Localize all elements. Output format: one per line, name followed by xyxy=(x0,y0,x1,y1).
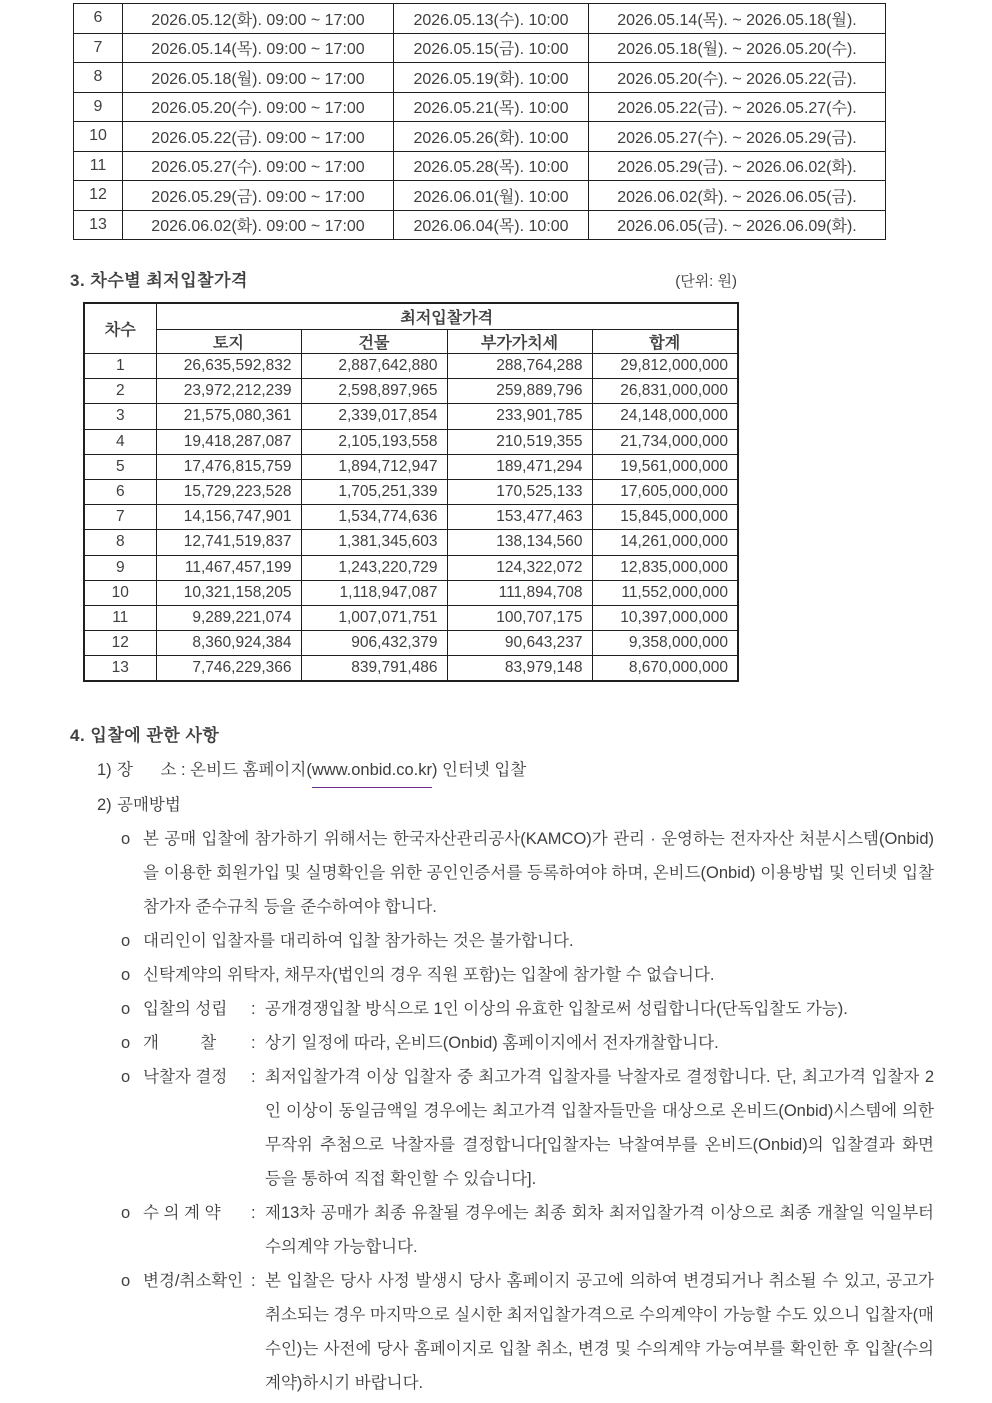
schedule-cell-contract_period: 2026.06.02(화). ~ 2026.06.05(금). xyxy=(589,181,886,211)
price-row xyxy=(84,379,738,404)
bullet-marker: o xyxy=(121,1204,131,1222)
bid-term-item xyxy=(121,1026,934,1060)
price-cell-no: 10 xyxy=(84,580,156,605)
price-cell-land: 14,156,747,901 xyxy=(156,505,301,530)
schedule-row xyxy=(74,210,886,240)
onbid-url-link[interactable]: www.onbid.co.kr xyxy=(312,753,432,788)
schedule-cell-bid_period: 2026.05.29(금). 09:00 ~ 17:00 xyxy=(123,181,394,211)
schedule-cell-open_date: 2026.05.21(목). 10:00 xyxy=(394,92,589,122)
price-cell-land: 19,418,287,087 xyxy=(156,429,301,454)
schedule-cell-no: 7 xyxy=(74,33,123,63)
price-cell-vat: 189,471,294 xyxy=(447,454,592,479)
price-cell-total: 24,148,000,000 xyxy=(592,404,738,429)
schedule-cell-open_date: 2026.05.26(화). 10:00 xyxy=(394,122,589,152)
schedule-cell-open_date: 2026.05.19(화). 10:00 xyxy=(394,63,589,93)
bullet-text: 신탁계약의 위탁자, 채무자(법인의 경우 직원 포함)는 입찰에 참가할 수 없습니다. xyxy=(143,966,715,984)
bid-section-title: 4. 입찰에 관한 사항 xyxy=(70,726,220,745)
schedule-cell-bid_period: 2026.05.27(수). 09:00 ~ 17:00 xyxy=(123,151,394,181)
schedule-row xyxy=(74,4,886,34)
price-table xyxy=(83,302,739,682)
bullet-marker: o xyxy=(121,932,131,950)
price-cell-vat: 259,889,796 xyxy=(447,379,592,404)
bullet-label: 변경/취소확인 xyxy=(143,1272,244,1290)
price-row xyxy=(84,580,738,605)
price-cell-no: 11 xyxy=(84,605,156,630)
bid-term-item xyxy=(121,1264,934,1400)
schedule-cell-contract_period: 2026.05.18(월). ~ 2026.05.20(수). xyxy=(589,33,886,63)
col-header-building: 건물 xyxy=(301,330,447,354)
colon-separator: : xyxy=(251,1204,256,1222)
schedule-cell-bid_period: 2026.06.02(화). 09:00 ~ 17:00 xyxy=(123,210,394,240)
price-cell-no: 5 xyxy=(84,454,156,479)
price-row xyxy=(84,555,738,580)
bullet-marker: o xyxy=(121,1272,131,1290)
price-cell-building: 906,432,379 xyxy=(301,631,447,656)
bullet-text: 제13차 공매가 최종 유찰될 경우에는 최종 회차 최저입찰가격 이상으로 최종 개찰일 익일부터 수의계약 가능합니다. xyxy=(265,1204,934,1256)
price-cell-total: 26,831,000,000 xyxy=(592,379,738,404)
price-cell-total: 14,261,000,000 xyxy=(592,530,738,555)
schedule-cell-bid_period: 2026.05.20(수). 09:00 ~ 17:00 xyxy=(123,92,394,122)
price-cell-total: 21,734,000,000 xyxy=(592,429,738,454)
price-cell-building: 2,887,642,880 xyxy=(301,354,447,379)
bullet-label: 수 의 계 약 xyxy=(143,1204,221,1222)
unit-note: (단위: 원) xyxy=(675,273,737,290)
schedule-cell-contract_period: 2026.06.05(금). ~ 2026.06.09(화). xyxy=(589,210,886,240)
item-number: 1) xyxy=(97,761,112,779)
schedule-row xyxy=(74,33,886,63)
colon-separator: : xyxy=(176,761,191,779)
price-cell-building: 1,243,220,729 xyxy=(301,555,447,580)
price-cell-vat: 90,643,237 xyxy=(447,631,592,656)
bullet-label: 낙찰자 결정 xyxy=(143,1068,228,1086)
price-cell-total: 15,845,000,000 xyxy=(592,505,738,530)
schedule-row xyxy=(74,92,886,122)
schedule-cell-bid_period: 2026.05.14(목). 09:00 ~ 17:00 xyxy=(123,33,394,63)
schedule-cell-no: 13 xyxy=(74,210,123,240)
place-label: 장 소 xyxy=(117,761,177,779)
method-label: 공매방법 xyxy=(117,796,181,814)
bid-term-item xyxy=(121,1060,934,1196)
price-cell-building: 1,118,947,087 xyxy=(301,580,447,605)
price-cell-land: 26,635,592,832 xyxy=(156,354,301,379)
price-cell-total: 10,397,000,000 xyxy=(592,605,738,630)
price-cell-no: 1 xyxy=(84,354,156,379)
price-cell-land: 10,321,158,205 xyxy=(156,580,301,605)
price-cell-building: 1,705,251,339 xyxy=(301,479,447,504)
bullet-text: 본 입찰은 당사 사정 발생시 당사 홈페이지 공고에 의하여 변경되거나 취소될 수 있고, 공고가 취소되는 경우 마지막으로 실시한 최저입찰가격으로 수의계약이 가능할 수도 있으니 입찰자(매수인)는 사전에 당사 홈페이지로 입찰 취소, 변경 및 수의계약 가능여부를 확인한 후 입찰(수의계약)하시기 바랍니다. xyxy=(265,1272,934,1392)
price-cell-vat: 288,764,288 xyxy=(447,354,592,379)
price-row xyxy=(84,656,738,682)
price-cell-total: 12,835,000,000 xyxy=(592,555,738,580)
price-cell-building: 2,105,193,558 xyxy=(301,429,447,454)
bullet-marker: o xyxy=(121,966,131,984)
price-cell-vat: 124,322,072 xyxy=(447,555,592,580)
price-row xyxy=(84,530,738,555)
price-cell-vat: 138,134,560 xyxy=(447,530,592,555)
bullet-marker: o xyxy=(121,830,131,848)
price-cell-building: 1,534,774,636 xyxy=(301,505,447,530)
price-cell-no: 4 xyxy=(84,429,156,454)
method-item xyxy=(97,788,992,822)
schedule-cell-no: 12 xyxy=(74,181,123,211)
schedule-cell-no: 9 xyxy=(74,92,123,122)
price-cell-total: 29,812,000,000 xyxy=(592,354,738,379)
bullet-text: 대리인이 입찰자를 대리하여 입찰 참가하는 것은 불가합니다. xyxy=(143,932,574,950)
schedule-cell-open_date: 2026.05.15(금). 10:00 xyxy=(394,33,589,63)
colon-separator: : xyxy=(251,1034,256,1052)
price-row xyxy=(84,479,738,504)
schedule-row xyxy=(74,181,886,211)
schedule-row xyxy=(74,151,886,181)
price-section-header xyxy=(70,266,737,291)
bullet-text: 공개경쟁입찰 방식으로 1인 이상의 유효한 입찰로써 성립합니다(단독입찰도 가능). xyxy=(265,1000,848,1018)
price-cell-vat: 100,707,175 xyxy=(447,605,592,630)
price-cell-building: 1,007,071,751 xyxy=(301,605,447,630)
schedule-cell-no: 6 xyxy=(74,4,123,34)
price-cell-no: 6 xyxy=(84,479,156,504)
schedule-row xyxy=(74,122,886,152)
bid-term-item xyxy=(121,992,934,1026)
price-cell-no: 13 xyxy=(84,656,156,682)
colon-separator: : xyxy=(251,1272,256,1290)
price-cell-land: 8,360,924,384 xyxy=(156,631,301,656)
price-cell-total: 8,670,000,000 xyxy=(592,656,738,682)
schedule-cell-open_date: 2026.05.28(목). 10:00 xyxy=(394,151,589,181)
col-header-vat: 부가가치세 xyxy=(447,330,592,354)
place-text-before-link: 온비드 홈페이지( xyxy=(190,761,312,779)
price-cell-land: 9,289,221,074 xyxy=(156,605,301,630)
price-cell-no: 7 xyxy=(84,505,156,530)
price-cell-total: 17,605,000,000 xyxy=(592,479,738,504)
price-section-title: 3. 차수별 최저입찰가격 xyxy=(70,271,248,290)
price-cell-building: 839,791,486 xyxy=(301,656,447,682)
schedule-cell-contract_period: 2026.05.20(수). ~ 2026.05.22(금). xyxy=(589,63,886,93)
price-cell-building: 1,894,712,947 xyxy=(301,454,447,479)
price-cell-building: 2,598,897,965 xyxy=(301,379,447,404)
schedule-cell-bid_period: 2026.05.12(화). 09:00 ~ 17:00 xyxy=(123,4,394,34)
schedule-cell-bid_period: 2026.05.18(월). 09:00 ~ 17:00 xyxy=(123,63,394,93)
price-cell-no: 12 xyxy=(84,631,156,656)
price-cell-land: 11,467,457,199 xyxy=(156,555,301,580)
schedule-cell-no: 8 xyxy=(74,63,123,93)
schedule-cell-open_date: 2026.05.13(수). 10:00 xyxy=(394,4,589,34)
price-cell-vat: 83,979,148 xyxy=(447,656,592,682)
price-row xyxy=(84,605,738,630)
place-text-after-link: ) 인터넷 입찰 xyxy=(431,761,527,779)
schedule-row xyxy=(74,63,886,93)
schedule-cell-contract_period: 2026.05.29(금). ~ 2026.06.02(화). xyxy=(589,151,886,181)
price-cell-land: 23,972,212,239 xyxy=(156,379,301,404)
price-cell-land: 7,746,229,366 xyxy=(156,656,301,682)
schedule-cell-contract_period: 2026.05.14(목). ~ 2026.05.18(월). xyxy=(589,4,886,34)
price-cell-vat: 153,477,463 xyxy=(447,505,592,530)
colon-separator: : xyxy=(251,1000,256,1018)
bullet-marker: o xyxy=(121,1000,131,1018)
price-cell-vat: 210,519,355 xyxy=(447,429,592,454)
price-cell-vat: 111,894,708 xyxy=(447,580,592,605)
price-cell-total: 9,358,000,000 xyxy=(592,631,738,656)
price-row xyxy=(84,354,738,379)
price-cell-no: 9 xyxy=(84,555,156,580)
price-cell-total: 11,552,000,000 xyxy=(592,580,738,605)
bid-term-item xyxy=(121,924,934,958)
price-cell-vat: 170,525,133 xyxy=(447,479,592,504)
price-cell-total: 19,561,000,000 xyxy=(592,454,738,479)
schedule-cell-open_date: 2026.06.04(목). 10:00 xyxy=(394,210,589,240)
schedule-cell-no: 11 xyxy=(74,151,123,181)
schedule-cell-contract_period: 2026.05.27(수). ~ 2026.05.29(금). xyxy=(589,122,886,152)
schedule-cell-bid_period: 2026.05.22(금). 09:00 ~ 17:00 xyxy=(123,122,394,152)
price-cell-land: 21,575,080,361 xyxy=(156,404,301,429)
schedule-cell-no: 10 xyxy=(74,122,123,152)
price-cell-vat: 233,901,785 xyxy=(447,404,592,429)
price-cell-no: 2 xyxy=(84,379,156,404)
price-row xyxy=(84,631,738,656)
price-cell-land: 17,476,815,759 xyxy=(156,454,301,479)
bullet-label: 입찰의 성립 xyxy=(143,1000,228,1018)
price-cell-building: 1,381,345,603 xyxy=(301,530,447,555)
price-cell-land: 12,741,519,837 xyxy=(156,530,301,555)
colon-separator: : xyxy=(251,1068,256,1086)
price-row xyxy=(84,429,738,454)
bid-terms-section xyxy=(0,719,992,1400)
bid-term-item xyxy=(121,822,934,924)
price-cell-land: 15,729,223,528 xyxy=(156,479,301,504)
price-cell-building: 2,339,017,854 xyxy=(301,404,447,429)
schedule-cell-open_date: 2026.06.01(월). 10:00 xyxy=(394,181,589,211)
price-cell-no: 8 xyxy=(84,530,156,555)
bullet-marker: o xyxy=(121,1034,131,1052)
item-number: 2) xyxy=(97,796,112,814)
price-row xyxy=(84,404,738,429)
bullet-text: 본 공매 입찰에 참가하기 위해서는 한국자산관리공사(KAMCO)가 관리 · 운영하는 전자자산 처분시스템(Onbid)을 이용한 회원가입 및 실명확인을 위한 공인인증서를 등록하여야 하며, 온비드(Onbid) 이용방법 및 인터넷 입찰참가자 준수규칙 등을 준수하여야 합니다. xyxy=(143,830,934,916)
schedule-cell-contract_period: 2026.05.22(금). ~ 2026.05.27(수). xyxy=(589,92,886,122)
bullet-text: 상기 일정에 따라, 온비드(Onbid) 홈페이지에서 전자개찰합니다. xyxy=(265,1034,719,1052)
bid-term-item xyxy=(121,958,934,992)
col-header-group: 최저입찰가격 xyxy=(156,303,738,330)
price-cell-no: 3 xyxy=(84,404,156,429)
place-item xyxy=(97,753,992,788)
bullet-marker: o xyxy=(121,1068,131,1086)
bid-term-item xyxy=(121,1196,934,1264)
price-row xyxy=(84,505,738,530)
bid-terms-list xyxy=(0,822,992,1400)
col-header-total: 합계 xyxy=(592,330,738,354)
bullet-label: 개 찰 xyxy=(143,1034,217,1052)
col-header-round: 차수 xyxy=(84,303,156,354)
col-header-land: 토지 xyxy=(156,330,301,354)
schedule-table xyxy=(73,3,886,240)
price-row xyxy=(84,454,738,479)
bullet-text: 최저입찰가격 이상 입찰자 중 최고가격 입찰자를 낙찰자로 결정합니다. 단, 최고가격 입찰자 2인 이상이 동일금액일 경우에는 최고가격 입찰자들만을 대상으로 온비드(Onbid)시스템에 의한 무작위 추첨으로 낙찰자를 결정합니다[입찰자는 낙찰여부를 온비드(Onbid)의 입찰결과 화면 등을 통하여 직접 확인할 수 있습니다]. xyxy=(265,1068,934,1188)
